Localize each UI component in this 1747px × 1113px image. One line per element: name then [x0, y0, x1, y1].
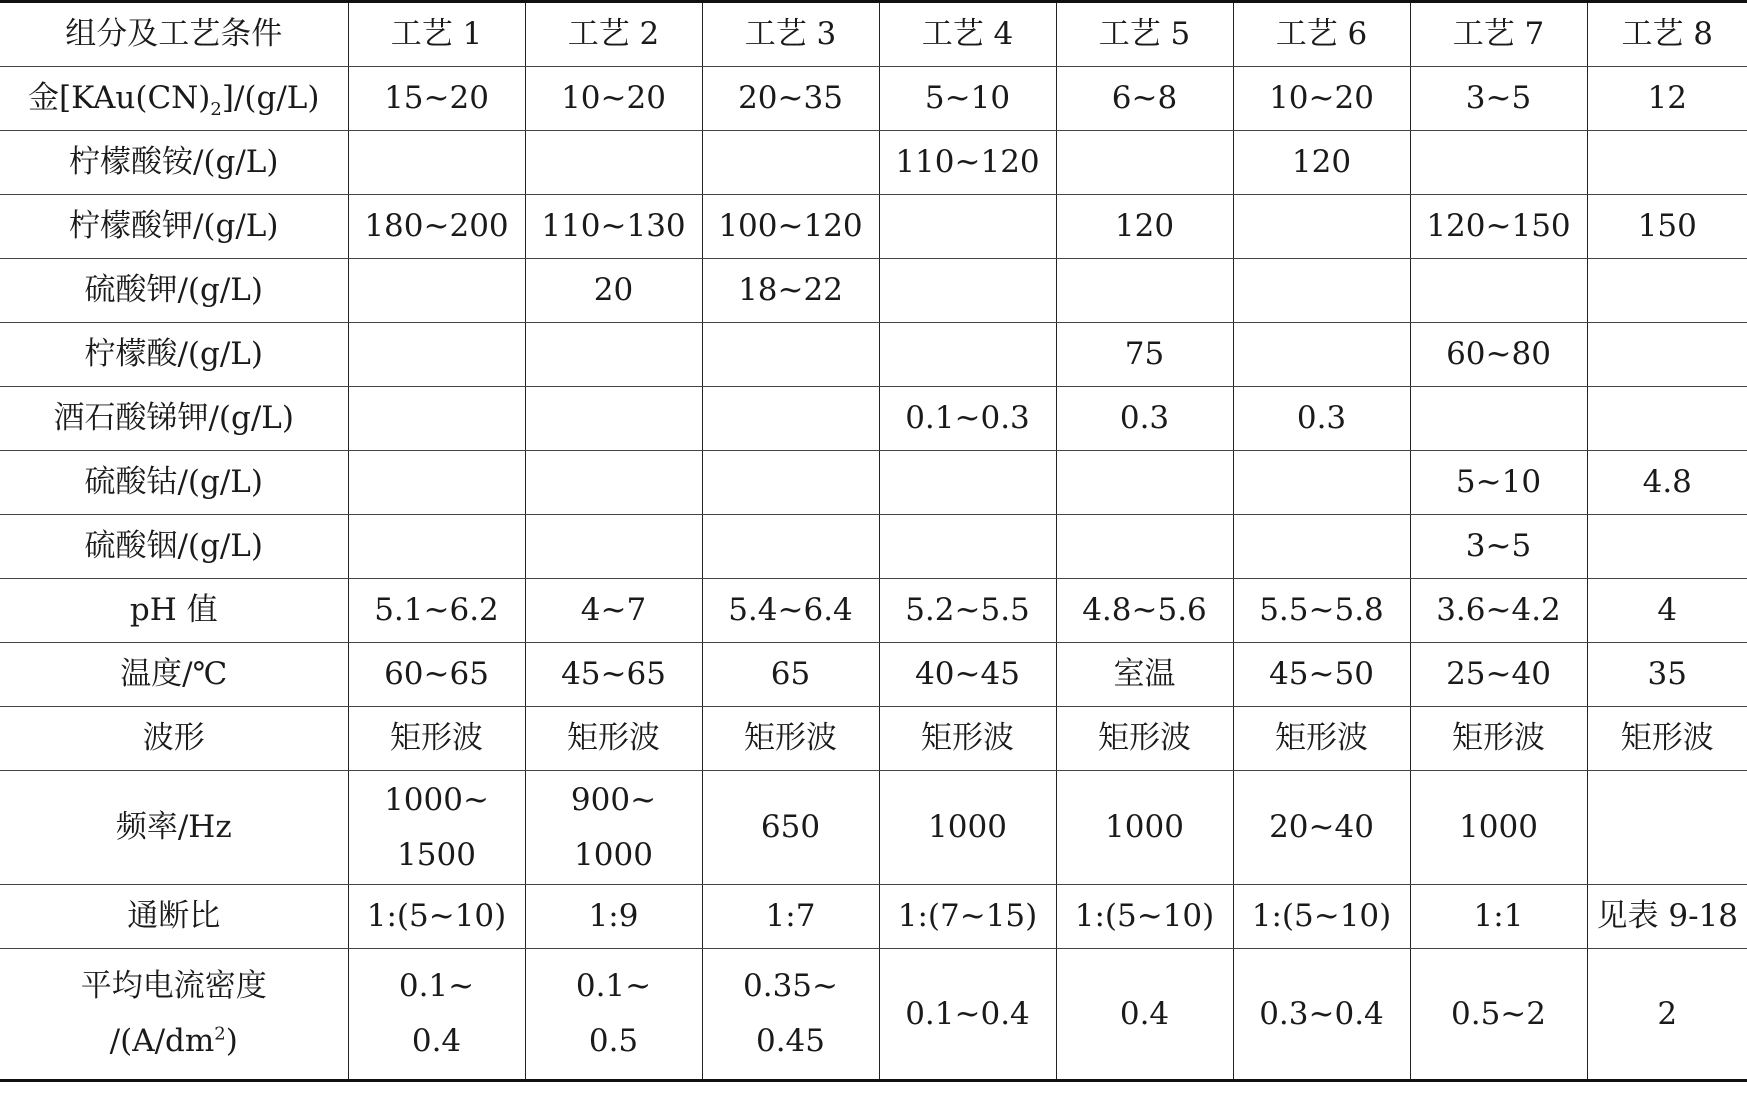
header-cell: 工艺 6: [1233, 2, 1410, 67]
table-cell: [1233, 259, 1410, 323]
cell-line: 1500: [397, 836, 476, 873]
cell-line: 1000~: [384, 781, 489, 818]
table-cell: 矩形波: [348, 707, 525, 771]
table-cell: 见表 9-18: [1587, 885, 1747, 949]
table-cell: 1:1: [1410, 885, 1587, 949]
row-label: 硫酸钴/(g/L): [0, 451, 348, 515]
table-cell: 18~22: [702, 259, 879, 323]
table-header-row: [0, 2, 1747, 67]
table-cell: 矩形波: [702, 707, 879, 771]
table-cell: [1056, 451, 1233, 515]
table-cell: [879, 515, 1056, 579]
table-cell: [1233, 451, 1410, 515]
table-row: [0, 195, 1747, 259]
table-cell: 100~120: [702, 195, 879, 259]
table-cell: [1587, 323, 1747, 387]
table-cell: 5.1~6.2: [348, 579, 525, 643]
table-cell: [702, 949, 879, 1081]
row-label: 频率/Hz: [0, 771, 348, 885]
table-cell: [1587, 131, 1747, 195]
table-cell: 1:7: [702, 885, 879, 949]
table-cell: 3~5: [1410, 515, 1587, 579]
row-label: 柠檬酸铵/(g/L): [0, 131, 348, 195]
table-cell: 1:(7~15): [879, 885, 1056, 949]
table-cell: 3.6~4.2: [1410, 579, 1587, 643]
table-cell: 矩形波: [1233, 707, 1410, 771]
table-cell: 65: [702, 643, 879, 707]
table-cell: [525, 451, 702, 515]
table-cell: [1410, 131, 1587, 195]
table-cell: 110~120: [879, 131, 1056, 195]
table-cell: [1233, 323, 1410, 387]
row-label: 硫酸铟/(g/L): [0, 515, 348, 579]
table-cell: [702, 323, 879, 387]
header-cell: 工艺 5: [1056, 2, 1233, 67]
table-cell: 25~40: [1410, 643, 1587, 707]
header-cell: 工艺 7: [1410, 2, 1587, 67]
header-cell: 工艺 8: [1587, 2, 1747, 67]
table-row: [0, 131, 1747, 195]
table-cell: [879, 195, 1056, 259]
table-cell: 矩形波: [525, 707, 702, 771]
table-cell: 4.8~5.6: [1056, 579, 1233, 643]
table-cell: 110~130: [525, 195, 702, 259]
table-cell: 10~20: [525, 67, 702, 131]
table-cell: [348, 323, 525, 387]
table-row: [0, 949, 1747, 1081]
table-cell: 5.5~5.8: [1233, 579, 1410, 643]
table-cell: [1410, 387, 1587, 451]
table-cell: 45~50: [1233, 643, 1410, 707]
table-cell: 5~10: [879, 67, 1056, 131]
table-cell: 15~20: [348, 67, 525, 131]
table-cell: [348, 387, 525, 451]
row-label: pH 值: [0, 579, 348, 643]
row-label-superscript: 2: [214, 1023, 226, 1045]
table-cell: 5.4~6.4: [702, 579, 879, 643]
table-cell: 1000: [1056, 771, 1233, 885]
table-row: [0, 259, 1747, 323]
table-cell: [1587, 515, 1747, 579]
table-cell: 0.3~0.4: [1233, 949, 1410, 1081]
header-cell: 组分及工艺条件: [0, 2, 348, 67]
table-cell: [348, 515, 525, 579]
table-cell: 1:9: [525, 885, 702, 949]
cell-line: 0.45: [755, 1023, 826, 1059]
table-cell: [348, 131, 525, 195]
row-label: 硫酸钾/(g/L): [0, 259, 348, 323]
table-cell: 矩形波: [1056, 707, 1233, 771]
table-cell: 75: [1056, 323, 1233, 387]
header-cell: 工艺 4: [879, 2, 1056, 67]
table-cell: [1587, 259, 1747, 323]
row-label: 柠檬酸钾/(g/L): [0, 195, 348, 259]
table-cell: 矩形波: [879, 707, 1056, 771]
row-label-subscript: 2: [210, 99, 222, 121]
table-cell: 180~200: [348, 195, 525, 259]
cell-line: 0.4: [411, 1023, 462, 1059]
table-row: [0, 885, 1747, 949]
table-row: [0, 387, 1747, 451]
table-cell: 0.3: [1056, 387, 1233, 451]
table-cell: [525, 949, 702, 1081]
table-cell: [525, 131, 702, 195]
table-cell: [702, 387, 879, 451]
table-row: [0, 323, 1747, 387]
table-cell: 120~150: [1410, 195, 1587, 259]
table-row: [0, 515, 1747, 579]
table-cell: 4: [1587, 579, 1747, 643]
row-label: 酒石酸锑钾/(g/L): [0, 387, 348, 451]
table-cell: 1000: [1410, 771, 1587, 885]
cell-line: 0.35~: [743, 968, 838, 1004]
table-cell: 1:(5~10): [348, 885, 525, 949]
table-cell: [1056, 131, 1233, 195]
header-cell: 工艺 3: [702, 2, 879, 67]
table-cell: 1:(5~10): [1233, 885, 1410, 949]
table-cell: 45~65: [525, 643, 702, 707]
table-cell: 120: [1056, 195, 1233, 259]
table-cell: [525, 323, 702, 387]
table-cell: [702, 131, 879, 195]
table-cell: 2: [1587, 949, 1747, 1081]
row-label-line: 平均电流密度: [80, 968, 267, 1004]
table-cell: [1056, 515, 1233, 579]
table-cell: 0.1~0.3: [879, 387, 1056, 451]
row-label-part: ]/(g/L): [221, 80, 320, 116]
table-row: [0, 771, 1747, 885]
row-label: 通断比: [0, 885, 348, 949]
table-cell: [525, 515, 702, 579]
table-cell: 3~5: [1410, 67, 1587, 131]
table-cell: [879, 323, 1056, 387]
table-row: [0, 707, 1747, 771]
table-cell: 0.3: [1233, 387, 1410, 451]
table-cell: [1233, 195, 1410, 259]
table-cell: 6~8: [1056, 67, 1233, 131]
table-cell: [525, 387, 702, 451]
table-cell: [702, 451, 879, 515]
table-cell: 0.4: [1056, 949, 1233, 1081]
table-cell: [348, 949, 525, 1081]
table-cell: 20~40: [1233, 771, 1410, 885]
row-label-part: 金[KAu(CN): [28, 80, 211, 116]
row-label: [0, 67, 348, 131]
table-cell: 650: [702, 771, 879, 885]
table-cell: 4.8: [1587, 451, 1747, 515]
row-label: 波形: [0, 707, 348, 771]
table-cell: [348, 451, 525, 515]
row-label: 柠檬酸/(g/L): [0, 323, 348, 387]
table-cell: 20~35: [702, 67, 879, 131]
table-cell: [879, 451, 1056, 515]
table-row: [0, 451, 1747, 515]
table-cell: [348, 771, 525, 885]
table-cell: [1587, 387, 1747, 451]
table-cell: 0.1~0.4: [879, 949, 1056, 1081]
table-cell: 矩形波: [1410, 707, 1587, 771]
table-row: [0, 643, 1747, 707]
table-cell: [1056, 259, 1233, 323]
header-cell: 工艺 2: [525, 2, 702, 67]
table-cell: 1000: [879, 771, 1056, 885]
row-label: [0, 949, 348, 1081]
row-label-part: ): [225, 1023, 238, 1059]
table-cell: 5~10: [1410, 451, 1587, 515]
table-cell: 1:(5~10): [1056, 885, 1233, 949]
cell-line: 0.1~: [575, 968, 652, 1004]
table-cell: 5.2~5.5: [879, 579, 1056, 643]
table-cell: [1587, 771, 1747, 885]
table-cell: 0.5~2: [1410, 949, 1587, 1081]
row-label: 温度/℃: [0, 643, 348, 707]
table-cell: [879, 259, 1056, 323]
cell-line: 0.5: [588, 1023, 639, 1059]
table-cell: 35: [1587, 643, 1747, 707]
table-cell: [1410, 259, 1587, 323]
cell-line: 0.1~: [398, 968, 475, 1004]
table-row: [0, 579, 1747, 643]
row-label-part: /(A/dm: [109, 1023, 215, 1059]
table-cell: 150: [1587, 195, 1747, 259]
table-cell: 室温: [1056, 643, 1233, 707]
table-cell: [348, 259, 525, 323]
table-cell: 10~20: [1233, 67, 1410, 131]
table-cell: [525, 771, 702, 885]
row-label-line: [2, 1014, 346, 1069]
table-cell: 矩形波: [1587, 707, 1747, 771]
table-cell: 60~65: [348, 643, 525, 707]
header-cell: 工艺 1: [348, 2, 525, 67]
cell-line: 900~: [570, 781, 657, 818]
table-cell: [1233, 515, 1410, 579]
table-cell: 12: [1587, 67, 1747, 131]
table-cell: 20: [525, 259, 702, 323]
cell-line: 1000: [574, 836, 653, 873]
table-cell: 40~45: [879, 643, 1056, 707]
table-row: [0, 67, 1747, 131]
table-cell: [702, 515, 879, 579]
table-cell: 4~7: [525, 579, 702, 643]
table-cell: 60~80: [1410, 323, 1587, 387]
table-cell: 120: [1233, 131, 1410, 195]
